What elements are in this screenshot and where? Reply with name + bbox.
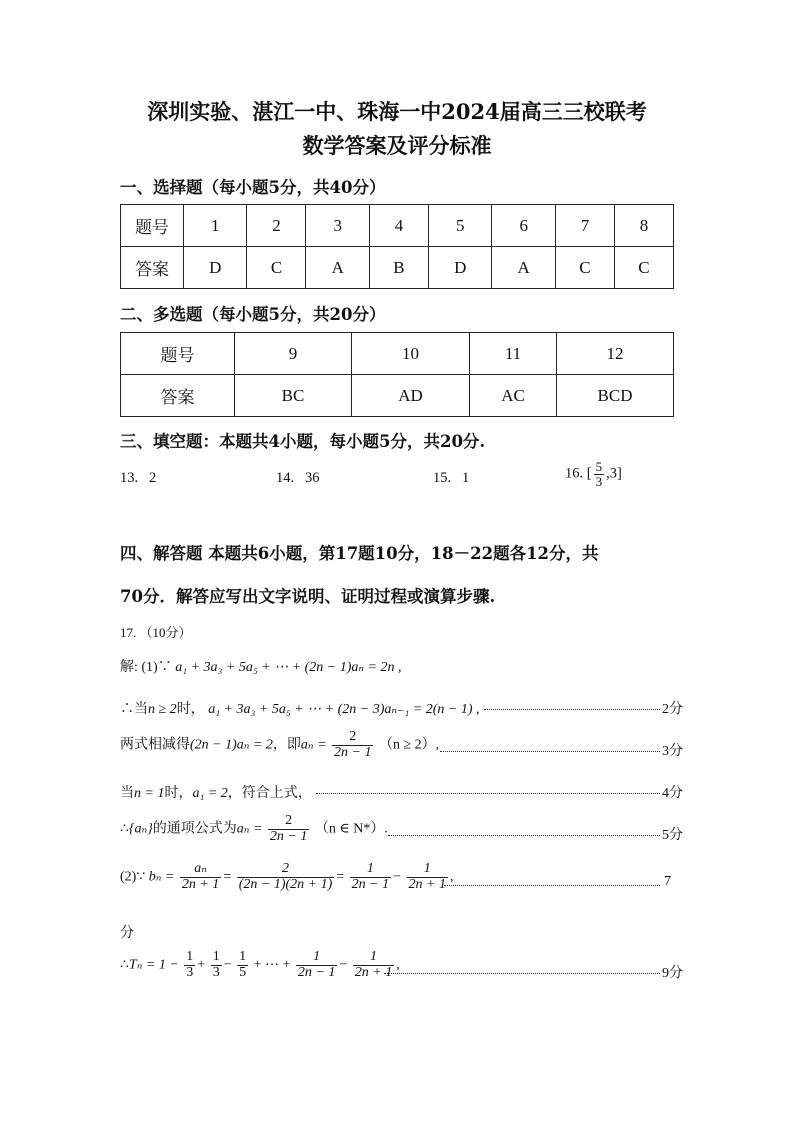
- sequence: {aₙ}: [128, 821, 153, 837]
- table-cell: D: [184, 247, 247, 289]
- table-cell: 11: [470, 333, 557, 375]
- numerator: 2: [281, 861, 289, 876]
- table-cell: 7: [555, 205, 614, 247]
- dotted-leader: [384, 973, 660, 974]
- table-row: [121, 333, 674, 375]
- equation: a₁ + 3a₃ + 5a₅ + ⋯ + (2n − 3)aₙ₋₁ = 2(n − 1) ,: [208, 702, 480, 717]
- fill-label: 14.: [276, 470, 295, 486]
- numerator: 1: [239, 949, 247, 964]
- denominator: 2n + 1: [354, 964, 393, 980]
- section-heading-multi: 二、多选题（每小题5分，共20分）: [120, 305, 386, 324]
- fraction: [407, 862, 448, 892]
- fraction: [353, 950, 394, 980]
- fraction: [350, 862, 391, 892]
- table-cell: BC: [235, 375, 352, 417]
- fill-label: 16.: [565, 465, 584, 482]
- dotted-leader: [484, 709, 660, 710]
- score-label: 5分: [662, 828, 683, 843]
- denominator: 2n − 1: [351, 876, 390, 892]
- equation: aₙ =: [236, 821, 263, 837]
- q17-line-3: [120, 730, 439, 760]
- fill-label: 13.: [120, 470, 139, 486]
- equation: aₙ =: [300, 737, 327, 753]
- denominator: 2n − 1: [334, 744, 372, 760]
- equation: bₙ =: [148, 869, 175, 885]
- fill-value: 2: [149, 470, 157, 486]
- text: 时，: [164, 786, 193, 801]
- score-label: 3分: [662, 744, 683, 759]
- table-cell: B: [369, 247, 428, 289]
- interval-open: [: [586, 465, 592, 482]
- score-label: 7: [664, 874, 671, 889]
- text: (2)∵: [120, 869, 146, 885]
- score-label: 4分: [662, 786, 683, 801]
- table-cell: 1: [184, 205, 247, 247]
- table-cell: 8: [614, 205, 673, 247]
- dotted-leader: [388, 835, 660, 836]
- dotted-leader: [316, 793, 660, 794]
- table-cell: 9: [235, 333, 352, 375]
- text: 时，: [176, 702, 205, 717]
- text: ，即: [272, 737, 301, 753]
- fill-value: 36: [305, 470, 320, 486]
- fill-answer-13: [120, 470, 156, 487]
- fraction: [332, 730, 373, 760]
- section-heading-choice: 一、选择题（每小题5分，共40分）: [120, 178, 386, 197]
- fraction: [296, 950, 337, 980]
- score-label: 9分: [662, 966, 683, 981]
- dotted-leader: [444, 885, 660, 886]
- table-cell: 6: [492, 205, 555, 247]
- q17-line-4: [120, 782, 312, 802]
- fraction: [211, 950, 222, 980]
- fill-value: 1: [462, 470, 470, 486]
- numerator: 1: [369, 949, 377, 964]
- fill-label: 15.: [433, 470, 452, 486]
- table-cell: D: [428, 247, 491, 289]
- table-cell: C: [247, 247, 306, 289]
- denominator: 2n − 1: [297, 964, 336, 980]
- table-cell: A: [306, 247, 369, 289]
- table-cell: 4: [369, 205, 428, 247]
- denominator: 3: [186, 964, 194, 980]
- q17-line-7: ∴Tₙ = 1 − $\frac{1}{3}$ + $\frac{1}{3}$ − $\frac{1}{5}$ + ⋯ + $\frac{1}{2n - 1}$ − $\frac{1}{2n + 1}$ ,: [120, 949, 400, 980]
- fill-answer-14: [276, 470, 320, 487]
- condition: n ≥ 2: [148, 702, 177, 717]
- equation: a₁ = 2: [192, 786, 228, 801]
- fraction: [180, 862, 221, 892]
- table-cell: A: [492, 247, 555, 289]
- condition: n = 1: [134, 786, 165, 801]
- fraction: [237, 862, 335, 892]
- numerator: 1: [212, 949, 220, 964]
- multi-answer-table: [120, 332, 674, 417]
- denominator: 3: [595, 473, 603, 489]
- table-cell: AC: [470, 375, 557, 417]
- solve-prefix: 解: (1)∵: [120, 660, 172, 675]
- numerator: 1: [366, 861, 374, 876]
- condition: （n ∈ N*）.: [314, 821, 388, 837]
- score-label-wrap: 分: [120, 926, 134, 941]
- denominator: 2n − 1: [269, 828, 308, 844]
- text: ∴: [120, 957, 129, 973]
- table-cell: 12: [557, 333, 674, 375]
- denominator: 2n + 1: [408, 876, 446, 892]
- equation: Tₙ = 1 −: [128, 957, 179, 973]
- table-cell: AD: [352, 375, 470, 417]
- text: ，符合上式，: [227, 786, 312, 801]
- table-row: [121, 375, 674, 417]
- fraction: [184, 950, 195, 980]
- equation: a₁ + 3a₃ + 5a₅ + ⋯ + (2n − 1)aₙ = 2n ,: [175, 660, 402, 675]
- text: 的通项公式为: [152, 821, 237, 837]
- q17-line-1: [120, 656, 402, 676]
- table-cell: BCD: [557, 375, 674, 417]
- fraction: [594, 460, 605, 488]
- denominator: 3: [212, 964, 220, 980]
- numerator: 1: [313, 949, 321, 964]
- table-header-cell: 题号: [121, 333, 235, 375]
- table-row: [121, 247, 674, 289]
- numerator: 2: [285, 813, 293, 828]
- section-heading-solve: 四、解答题 本题共6小题，第17题10分，18－22题各12分，共: [120, 544, 599, 563]
- section-heading-solve-cont: 70分．解答应写出文字说明、证明过程或演算步骤.: [120, 587, 496, 606]
- table-cell: C: [614, 247, 673, 289]
- numerator: 1: [186, 949, 194, 964]
- text: 当: [120, 786, 134, 801]
- dotted-leader: [440, 751, 660, 752]
- table-cell: 2: [247, 205, 306, 247]
- choice-answer-table: [120, 204, 674, 289]
- q17-line-6: (2)∵ bₙ = $\frac{\text{aₙ}}{2n + 1}$ = $\frac{2}{(2n - 1)(2n + 1)}$ = $\frac{1}{2n - 1}$ − $\frac{1}{2n + 1}$ ,: [120, 861, 454, 892]
- fill-answer-15: [433, 470, 469, 487]
- table-row: [121, 205, 674, 247]
- q17-line-5: [120, 814, 388, 844]
- equation: (2n − 1)aₙ = 2: [190, 737, 273, 753]
- denominator: 2n + 1: [181, 876, 220, 892]
- q17-header: 17. （10分）: [120, 625, 192, 640]
- numerator: 5: [595, 459, 603, 474]
- text: ∴: [120, 821, 129, 837]
- numerator: 2: [349, 729, 357, 744]
- text: + ⋯ +: [253, 957, 291, 973]
- condition: （n ≥ 2）,: [378, 737, 440, 753]
- text: 两式相减得: [120, 737, 190, 753]
- table-cell: 10: [352, 333, 470, 375]
- q17-line-2: [120, 698, 480, 718]
- page-title: 深圳实验、湛江一中、珠海一中2024届高三三校联考: [147, 99, 647, 124]
- section-heading-fill: 三、填空题：本题共4小题，每小题5分，共20分.: [120, 432, 486, 451]
- score-label: 2分: [662, 702, 683, 717]
- table-header-cell: 题号: [121, 205, 184, 247]
- table-header-cell: 答案: [121, 375, 235, 417]
- numerator: aₙ: [194, 861, 207, 876]
- denominator: 5: [239, 964, 247, 980]
- page-subtitle: 数学答案及评分标准: [302, 133, 492, 158]
- fraction: [237, 950, 248, 980]
- fraction: [268, 814, 309, 844]
- table-cell: 3: [306, 205, 369, 247]
- table-cell: 5: [428, 205, 491, 247]
- text: ∴当: [120, 702, 148, 717]
- fill-answer-16: [565, 460, 622, 488]
- table-cell: C: [555, 247, 614, 289]
- interval-close: ,3]: [606, 465, 622, 482]
- denominator: (2n − 1)(2n + 1): [238, 876, 333, 892]
- table-header-cell: 答案: [121, 247, 184, 289]
- numerator: 1: [423, 861, 431, 876]
